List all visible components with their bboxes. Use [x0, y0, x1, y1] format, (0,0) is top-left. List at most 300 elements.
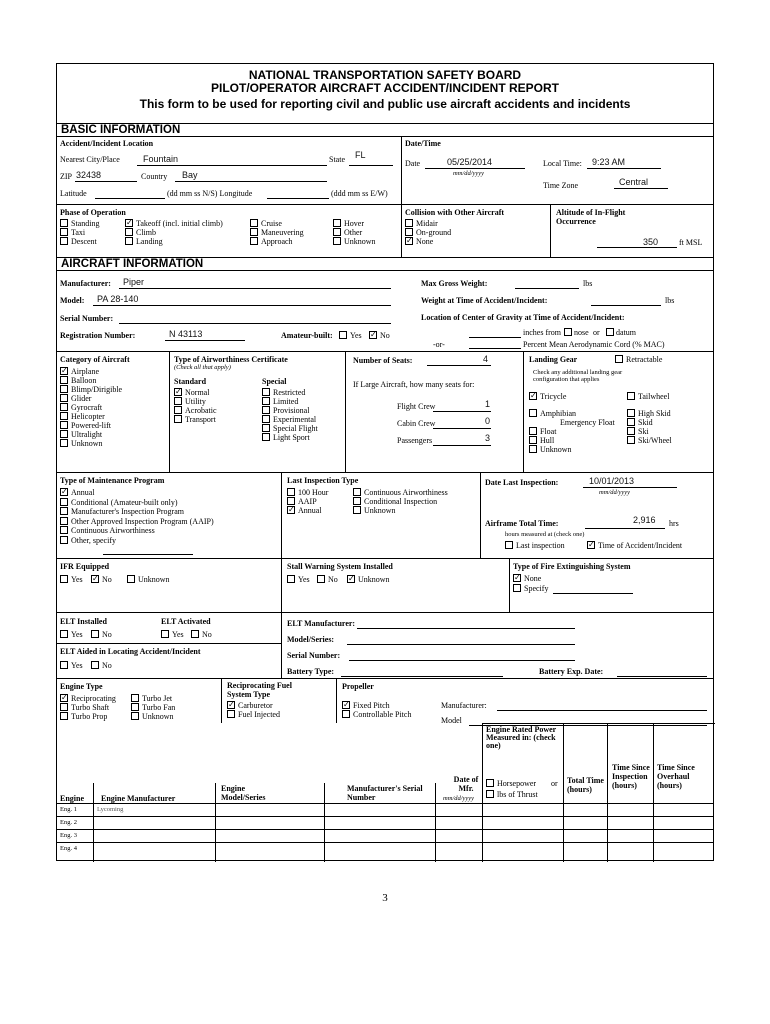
maint-5-checkbox[interactable] — [60, 536, 68, 544]
engine-type-3-checkbox[interactable] — [131, 694, 139, 702]
standard-1-checkbox[interactable] — [174, 397, 182, 405]
insp-4-checkbox[interactable] — [353, 497, 361, 505]
phase-standing-checkbox[interactable] — [60, 219, 68, 227]
eng-row-1-label: Eng. 1 — [60, 806, 77, 813]
gear-1-checkbox[interactable] — [627, 392, 635, 400]
manufacturer-field[interactable]: Piper — [123, 277, 145, 287]
amateur-label: Amateur-built: — [281, 331, 333, 340]
special-4-label: Special Flight — [273, 424, 318, 433]
phase-hover-label: Hover — [344, 219, 364, 228]
gear-retractable-label: Retractable — [626, 355, 663, 364]
elt-activated-yes-checkbox[interactable] — [161, 630, 169, 638]
gear-10-checkbox[interactable] — [627, 436, 635, 444]
hours-time-acc-label: Time of Accident/Incident — [598, 541, 683, 550]
maint-4-checkbox[interactable] — [60, 526, 68, 534]
standard-3-checkbox[interactable] — [174, 415, 182, 423]
section-aircraft-information: AIRCRAFT INFORMATION — [57, 257, 713, 271]
state-field[interactable]: FL — [355, 150, 366, 160]
longitude-label: (dd mm ss N/S) Longitude — [167, 189, 253, 198]
seats-field[interactable]: 4 — [483, 354, 489, 364]
form-agency: NATIONAL TRANSPORTATION SAFETY BOARD — [248, 68, 522, 82]
zip-label: ZIP — [60, 172, 72, 181]
city-field[interactable]: Fountain — [143, 154, 179, 164]
recip-carburetor-checkbox[interactable]: ✓ — [228, 700, 235, 709]
phase-maneuvering-label: Maneuvering — [261, 228, 304, 237]
recip-fuel-injected-checkbox[interactable] — [227, 710, 235, 718]
zip-field[interactable]: 32438 — [76, 170, 102, 180]
cert-title: Type of Airworthiness Certificate — [174, 355, 288, 364]
power-or-label: or — [551, 779, 558, 788]
report-form — [56, 63, 714, 861]
gear-4-checkbox[interactable] — [627, 409, 635, 417]
ifr-yes-checkbox[interactable] — [60, 575, 68, 583]
ifr-yes-label: Yes — [71, 575, 83, 584]
latitude-label: Latitude — [60, 189, 87, 198]
local-time-field[interactable]: 9:23 AM — [592, 157, 626, 167]
maint-1-checkbox[interactable] — [60, 498, 68, 506]
weight-at-accident-label: Weight at Time of Accident/Incident: — [421, 296, 548, 305]
gear-8-checkbox[interactable] — [627, 427, 635, 435]
gear-10-label: Ski/Wheel — [638, 436, 672, 445]
date-label: Date — [405, 159, 421, 168]
category-0-checkbox[interactable]: ✓ — [61, 366, 68, 375]
elt-mfr-line — [357, 628, 575, 629]
special-1-checkbox[interactable] — [262, 397, 270, 405]
category-7-label: Ultralight — [71, 430, 103, 439]
fire-specify-line — [553, 593, 633, 594]
insp-2-checkbox[interactable]: ✓ — [288, 505, 295, 514]
altitude-field[interactable]: 350 — [643, 237, 659, 247]
datetime-title: Date/Time — [405, 139, 441, 148]
elt-aided-yes-label: Yes — [71, 661, 83, 670]
stall-no-checkbox[interactable] — [317, 575, 325, 583]
longitude-line — [267, 198, 329, 199]
special-0-checkbox[interactable] — [262, 388, 270, 396]
maint-other-line — [103, 554, 193, 555]
elt-battery-label: Battery Type: — [287, 667, 335, 676]
phase-approach-checkbox[interactable] — [250, 237, 258, 245]
phase-climb-checkbox[interactable] — [125, 228, 133, 236]
power-thrust-label: lbs of Thrust — [497, 790, 538, 799]
elt-model-line — [347, 644, 575, 645]
flight-crew-label: Flight Crew — [397, 402, 436, 411]
category-1-checkbox[interactable] — [60, 376, 68, 384]
special-0-label: Restricted — [273, 388, 306, 397]
insp-3-checkbox[interactable] — [353, 488, 361, 496]
airframe-line — [585, 528, 665, 529]
serial-label: Serial Number: — [60, 314, 114, 323]
category-4-label: Gyrocraft — [71, 403, 103, 412]
col-date-mfr-format: mm/dd/yyyy — [443, 795, 475, 802]
power-thrust-checkbox[interactable] — [486, 790, 494, 798]
insp-0-checkbox[interactable] — [287, 488, 295, 496]
eng-row-1-mfr[interactable]: Lycoming — [97, 806, 124, 813]
eng-row-2-label: Eng. 2 — [60, 819, 77, 826]
elt-activated-no-checkbox[interactable] — [191, 630, 199, 638]
last-insp-title: Last Inspection Type — [287, 476, 359, 485]
engine-type-3-label: Turbo Jet — [142, 694, 173, 703]
elt-aided-title: ELT Aided in Locating Accident/Incident — [60, 647, 201, 656]
insp-3-label: Continuous Airworthiness — [364, 488, 448, 497]
registration-line — [165, 340, 245, 341]
engine-type-5-checkbox[interactable] — [131, 712, 139, 720]
standard-2-label: Acrobatic — [185, 406, 217, 415]
airframe-field[interactable]: 2,916 — [633, 515, 656, 525]
gear-3-label: Emergency Float — [560, 418, 615, 427]
phase-cruise-label: Cruise — [261, 219, 282, 228]
manufacturer-label: Manufacturer: — [60, 279, 111, 288]
collision-onground-label: On-ground — [416, 228, 452, 237]
zip-line — [75, 181, 137, 182]
local-time-line — [587, 168, 661, 169]
country-label: Country — [141, 172, 168, 181]
engine-type-1-label: Turbo Shaft — [71, 703, 110, 712]
special-2-label: Provisional — [273, 406, 310, 415]
fire-specify-label: Specify — [524, 584, 549, 593]
seats-line — [427, 365, 491, 366]
form-title: PILOT/OPERATOR AIRCRAFT ACCIDENT/INCIDENT REPORT — [211, 81, 559, 95]
fire-specify-checkbox[interactable] — [513, 584, 521, 592]
category-3-label: Glider — [71, 394, 92, 403]
date-insp-field[interactable]: 10/01/2013 — [589, 476, 635, 486]
airframe-unit: hrs — [669, 519, 679, 528]
phase-unknown-checkbox[interactable] — [333, 237, 341, 245]
passengers-field[interactable]: 3 — [485, 433, 491, 443]
engine-type-1-checkbox[interactable] — [60, 703, 68, 711]
elt-serial-label: Serial Number: — [287, 651, 341, 660]
category-0-label: Airplane — [71, 367, 99, 376]
category-8-checkbox[interactable] — [60, 439, 68, 447]
amateur-yes-checkbox[interactable] — [339, 331, 347, 339]
engine-type-0-checkbox[interactable]: ✓ — [61, 693, 68, 702]
tz-label: Time Zone — [543, 181, 579, 190]
recip-carburetor-label: Carburetor — [238, 701, 273, 710]
date-insp-format: mm/dd/yyyy — [599, 489, 631, 496]
gear-1-label: Tailwheel — [638, 392, 670, 401]
gear-6-label: Skid — [638, 418, 653, 427]
insp-5-label: Unknown — [364, 506, 396, 515]
phase-unknown-label: Unknown — [344, 237, 376, 246]
gear-hint-1: Check any additional landing gear — [533, 369, 623, 376]
stall-yes-label: Yes — [298, 575, 310, 584]
cabin-crew-line — [433, 428, 491, 429]
insp-1-checkbox[interactable] — [287, 497, 295, 505]
phase-hover-checkbox[interactable] — [333, 219, 341, 227]
altitude-title-2: Occurrence — [556, 217, 596, 226]
standard-title: Standard — [174, 377, 207, 386]
elt-aided-yes-checkbox[interactable] — [60, 661, 68, 669]
category-6-checkbox[interactable] — [60, 421, 68, 429]
standard-2-checkbox[interactable] — [174, 406, 182, 414]
phase-cruise-checkbox[interactable] — [250, 219, 258, 227]
engine-type-2-checkbox[interactable] — [60, 712, 68, 720]
maint-title: Type of Maintenance Program — [60, 476, 165, 485]
special-5-label: Light Sport — [273, 433, 310, 442]
category-2-label: Blimp/Dirigible — [71, 385, 123, 394]
cg-nose-label: nose — [574, 328, 589, 337]
special-5-checkbox[interactable] — [262, 433, 270, 441]
category-7-checkbox[interactable] — [60, 430, 68, 438]
elt-aided-no-label: No — [102, 661, 112, 670]
maint-3-checkbox[interactable] — [60, 517, 68, 525]
prop-fixed-label: Fixed Pitch — [353, 701, 390, 710]
category-1-label: Balloon — [71, 376, 97, 385]
serial-line — [119, 323, 391, 324]
phase-standing-label: Standing — [71, 219, 100, 228]
elt-mfr-label: ELT Manufacturer: — [287, 619, 356, 628]
ifr-title: IFR Equipped — [60, 562, 110, 571]
registration-field[interactable]: N 43113 — [169, 329, 203, 339]
gear-9-label: Unknown — [540, 445, 572, 454]
registration-label: Registration Number: — [60, 331, 136, 340]
elt-exp-line — [617, 676, 707, 677]
hours-last-insp-checkbox[interactable] — [505, 541, 513, 549]
amateur-no-checkbox[interactable]: ✓ — [370, 330, 377, 339]
col-date-mfr: Date of Mfr. — [453, 775, 479, 793]
flight-crew-field[interactable]: 1 — [485, 399, 491, 409]
cert-hint: (Check all that apply) — [174, 364, 231, 371]
mgw-unit: lbs — [583, 279, 593, 288]
local-time-label: Local Time: — [543, 159, 582, 168]
longitude-hint: (ddd mm ss E/W) — [331, 189, 388, 198]
gear-5-checkbox[interactable] — [529, 427, 537, 435]
city-line — [137, 165, 327, 166]
latitude-line — [95, 198, 165, 199]
category-5-checkbox[interactable] — [60, 412, 68, 420]
amateur-yes-label: Yes — [350, 331, 362, 340]
section-basic-information: BASIC INFORMATION — [57, 123, 713, 137]
elt-model-label: Model/Series: — [287, 635, 335, 644]
special-3-checkbox[interactable] — [262, 415, 270, 423]
col-serial: Manufacturer's Serial Number — [347, 784, 423, 802]
insp-5-checkbox[interactable] — [353, 506, 361, 514]
insp-2-label: Annual — [298, 506, 322, 515]
gear-7-label: Hull — [540, 436, 555, 445]
weight-at-accident-line — [591, 305, 661, 306]
fire-title: Type of Fire Extinguishing System — [513, 562, 631, 571]
hours-last-insp-label: Last inspection — [516, 541, 565, 550]
stall-yes-checkbox[interactable] — [287, 575, 295, 583]
maint-0-label: Annual — [71, 488, 95, 497]
collision-midair-label: Midair — [416, 219, 438, 228]
elt-activated-title: ELT Activated — [161, 617, 211, 626]
phase-takeoff-label: Takeoff (incl. initial climb) — [136, 219, 223, 228]
date-insp-line — [583, 487, 677, 488]
special-4-checkbox[interactable] — [262, 424, 270, 432]
altitude-line — [597, 247, 677, 248]
special-title: Special — [262, 377, 287, 386]
manufacturer-line — [119, 288, 391, 289]
gear-2-checkbox[interactable] — [529, 409, 537, 417]
maint-4-label: Continuous Airworthiness — [71, 526, 155, 535]
stall-unknown-checkbox[interactable]: ✓ — [348, 574, 355, 583]
phase-title: Phase of Operation — [60, 208, 126, 217]
engine-type-4-checkbox[interactable] — [131, 703, 139, 711]
propeller-title: Propeller — [342, 682, 374, 691]
maint-0-checkbox[interactable]: ✓ — [61, 487, 68, 496]
category-6-label: Powered-lift — [71, 421, 111, 430]
prop-model-label: Model — [441, 716, 462, 725]
max-gross-weight-line — [515, 288, 579, 289]
engine-type-0-label: Reciprocating — [71, 694, 116, 703]
prop-mfr-label: Manufacturer: — [441, 701, 487, 710]
fire-none-label: None — [524, 574, 542, 583]
prop-fixed-checkbox[interactable]: ✓ — [343, 700, 350, 709]
gear-6-checkbox[interactable] — [627, 418, 635, 426]
max-gross-weight-label: Max Gross Weight: — [421, 279, 488, 288]
special-3-label: Experimental — [273, 415, 317, 424]
ifr-unknown-checkbox[interactable] — [127, 575, 135, 583]
elt-serial-line — [349, 660, 575, 661]
model-line — [93, 305, 391, 306]
category-2-checkbox[interactable] — [60, 385, 68, 393]
gear-0-checkbox[interactable]: ✓ — [530, 391, 537, 400]
standard-1-label: Utility — [185, 397, 206, 406]
phase-other-label: Other — [344, 228, 363, 237]
gear-4-label: High Skid — [638, 409, 671, 418]
phase-other-checkbox[interactable] — [333, 228, 341, 236]
hours-hint: hours measured at (check one) — [505, 531, 585, 538]
cg-or-label: or — [593, 328, 600, 337]
large-aircraft-hint: If Large Aircraft, how many seats for: — [353, 380, 475, 389]
collision-onground-checkbox[interactable] — [405, 228, 413, 236]
cg-or-separator: -or- — [433, 340, 445, 349]
category-3-checkbox[interactable] — [60, 394, 68, 402]
page-number: 3 — [382, 892, 388, 904]
col-engine-mfr: Engine Manufacturer — [101, 794, 176, 803]
maint-5-label: Other, specify — [71, 535, 116, 545]
model-field[interactable]: PA 28-140 — [97, 294, 139, 304]
maint-3-label: Other Approved Inspection Program (AAIP) — [71, 516, 214, 526]
maint-2-checkbox[interactable] — [60, 507, 68, 515]
category-title: Category of Aircraft — [60, 355, 130, 364]
passengers-line — [433, 445, 491, 446]
col-engine: Engine — [60, 794, 85, 803]
collision-midair-checkbox[interactable] — [405, 219, 413, 227]
cg-datum-label: datum — [616, 328, 636, 337]
recip-fuel-injected-label: Fuel Injected — [238, 710, 280, 719]
phase-climb-label: Climb — [136, 228, 157, 237]
tz-field[interactable]: Central — [619, 177, 649, 187]
seats-label: Number of Seats: — [353, 356, 413, 365]
state-line — [349, 165, 393, 166]
weight-unit: lbs — [665, 296, 675, 305]
cabin-crew-label: Cabin Crew — [397, 419, 436, 428]
phase-taxi-checkbox[interactable] — [60, 228, 68, 236]
cabin-crew-field[interactable]: 0 — [485, 416, 491, 426]
special-1-label: Limited — [273, 397, 299, 406]
date-line — [425, 168, 525, 169]
gear-9-checkbox[interactable] — [529, 445, 537, 453]
elt-installed-no-label: No — [102, 630, 112, 639]
form-subtitle: This form to be used for reporting civil and public use aircraft accidents and incidents — [139, 97, 631, 111]
maint-1-label: Conditional (Amateur-built only) — [71, 497, 178, 507]
ifr-no-label: No — [102, 575, 112, 584]
elt-installed-title: ELT Installed — [60, 617, 107, 626]
col-total-time: Total Time (hours) — [567, 776, 604, 794]
country-line — [175, 181, 327, 182]
ifr-no-checkbox[interactable]: ✓ — [92, 574, 99, 583]
elt-installed-no-checkbox[interactable] — [91, 630, 99, 638]
elt-aided-no-checkbox[interactable] — [91, 661, 99, 669]
category-5-label: Helicopter — [71, 412, 105, 421]
prop-controllable-checkbox[interactable] — [342, 710, 350, 718]
standard-3-label: Transport — [185, 415, 216, 424]
gear-0-label: Tricycle — [540, 392, 567, 401]
elt-installed-yes-label: Yes — [71, 630, 83, 639]
insp-4-label: Conditional Inspection — [364, 497, 438, 506]
ifr-unknown-label: Unknown — [138, 575, 170, 584]
city-label: Nearest City/Place — [60, 155, 120, 164]
fire-none-checkbox[interactable]: ✓ — [514, 573, 521, 582]
location-title: Accident/Incident Location — [60, 139, 154, 148]
power-hp-checkbox[interactable] — [486, 779, 494, 787]
phase-descent-label: Descent — [71, 237, 97, 246]
standard-0-checkbox[interactable]: ✓ — [175, 387, 182, 396]
phase-landing-checkbox[interactable] — [125, 237, 133, 245]
hours-time-acc-checkbox[interactable]: ✓ — [588, 540, 595, 549]
col-since-overhaul: Time Since Overhaul (hours) — [657, 763, 695, 790]
cg-label: Location of Center of Gravity at Time of Accident/Incident: — [421, 313, 625, 322]
special-2-checkbox[interactable] — [262, 406, 270, 414]
power-hp-label: Horsepower — [497, 779, 537, 788]
phase-descent-checkbox[interactable] — [60, 237, 68, 245]
date-field[interactable]: 05/25/2014 — [447, 157, 493, 167]
gear-title: Landing Gear — [529, 355, 578, 364]
insp-0-label: 100 Hour — [298, 488, 329, 497]
gear-7-checkbox[interactable] — [529, 436, 537, 444]
stall-unknown-label: Unknown — [358, 575, 390, 584]
category-4-checkbox[interactable] — [60, 403, 68, 411]
recip-title-1: Reciprocating Fuel — [227, 681, 292, 690]
date-format: mm/dd/yyyy — [453, 170, 485, 177]
collision-none-label: None — [416, 237, 434, 246]
cg-datum-checkbox[interactable] — [606, 328, 614, 336]
cg-nose-checkbox[interactable] — [564, 328, 572, 336]
col-power: Engine Rated Power Measured in: (check one) — [486, 725, 557, 750]
cg-inches-label: inches from — [523, 328, 561, 337]
phase-takeoff-checkbox[interactable]: ✓ — [126, 218, 133, 227]
stall-no-label: No — [328, 575, 338, 584]
elt-installed-yes-checkbox[interactable] — [60, 630, 68, 638]
elt-battery-line — [341, 676, 503, 677]
gear-retractable-checkbox[interactable] — [615, 355, 623, 363]
cg-mac-line — [469, 348, 521, 349]
col-since-insp: Time Since Inspection (hours) — [612, 763, 650, 790]
collision-none-checkbox[interactable]: ✓ — [406, 236, 413, 245]
engine-type-5-label: Unknown — [142, 712, 174, 721]
country-field[interactable]: Bay — [182, 170, 198, 180]
eng-row-3-label: Eng. 3 — [60, 832, 77, 839]
passengers-label: Passengers — [397, 436, 433, 445]
elt-activated-yes-label: Yes — [172, 630, 184, 639]
elt-exp-label: Battery Exp. Date: — [539, 667, 604, 676]
phase-landing-label: Landing — [136, 237, 163, 246]
airframe-label: Airframe Total Time: — [485, 519, 559, 528]
category-8-label: Unknown — [71, 439, 103, 448]
cg-inches-line — [469, 337, 521, 338]
phase-taxi-label: Taxi — [71, 228, 86, 237]
amateur-no-label: No — [380, 331, 390, 340]
col-engine-model: Engine Model/Series — [221, 784, 266, 802]
collision-title: Collision with Other Aircraft — [405, 208, 505, 217]
stall-title: Stall Warning System Installed — [287, 562, 393, 571]
phase-maneuvering-checkbox[interactable] — [250, 228, 258, 236]
maint-2-label: Manufacturer's Inspection Program — [71, 507, 184, 516]
date-insp-label: Date Last Inspection: — [485, 478, 559, 487]
engine-type-2-label: Turbo Prop — [71, 712, 108, 721]
recip-title-2: System Type — [227, 690, 271, 699]
